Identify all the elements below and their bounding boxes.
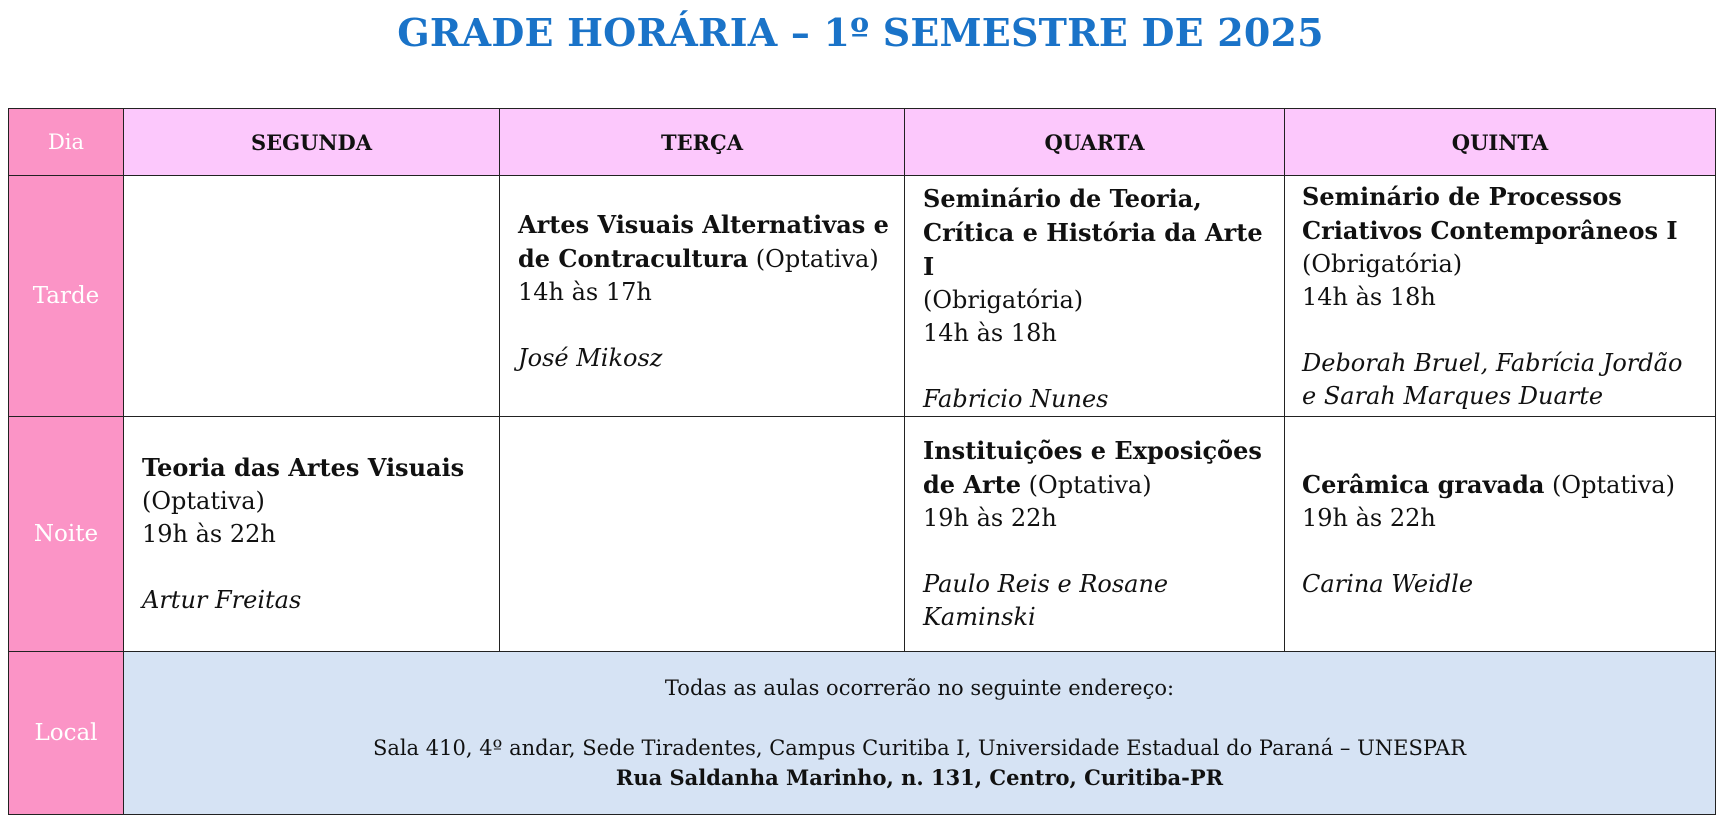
course-type: (Obrigatória) bbox=[923, 286, 1084, 314]
page-title: GRADE HORÁRIA – 1º SEMESTRE DE 2025 bbox=[397, 10, 1324, 55]
course-type: (Optativa) bbox=[1028, 471, 1152, 499]
local-room: Sala 410, 4º andar, Sede Tiradentes, Campus Curitiba I, Universidade Estadual do Paraná – UNESPAR bbox=[372, 736, 1467, 760]
course-title: Instituições e Exposições de Arte bbox=[923, 436, 1262, 499]
cell-noite-terca bbox=[500, 417, 905, 652]
cell-noite-quinta bbox=[1285, 417, 1716, 652]
cell-tarde-quinta bbox=[1285, 176, 1716, 417]
course-title: Cerâmica gravada bbox=[1302, 469, 1545, 499]
cell-tarde-quarta bbox=[905, 176, 1285, 417]
header-quarta: QUARTA bbox=[905, 109, 1285, 176]
course-professor: Deborah Bruel, Fabrícia Jordão e Sarah Marques Duarte bbox=[1302, 348, 1683, 410]
row-noite bbox=[9, 417, 1716, 652]
course-time: 19h às 22h bbox=[142, 520, 276, 548]
course-type: (Optativa) bbox=[755, 244, 879, 273]
course-time: 19h às 22h bbox=[923, 504, 1057, 532]
course-time: 14h às 17h bbox=[518, 277, 652, 306]
course-time: 14h às 18h bbox=[1302, 282, 1436, 311]
course-professor: Fabricio Nunes bbox=[923, 385, 1109, 413]
local-address bbox=[124, 652, 1716, 815]
course-professor: Carina Weidle bbox=[1302, 569, 1474, 598]
course-professor: Paulo Reis e Rosane Kaminski bbox=[923, 570, 1169, 631]
course-professor: Artur Freitas bbox=[142, 586, 302, 614]
row-tarde bbox=[9, 176, 1716, 417]
cell-tarde-terca bbox=[500, 176, 905, 417]
cell-tarde-segunda bbox=[124, 176, 500, 417]
course-title: Seminário de Teoria, Crítica e História da Arte I bbox=[923, 184, 1263, 281]
row-local bbox=[9, 652, 1716, 815]
schedule-table bbox=[8, 108, 1716, 815]
row-label-local: Local bbox=[9, 652, 124, 815]
header-dia: Dia bbox=[9, 109, 124, 176]
local-street: Rua Saldanha Marinho, n. 131, Centro, Curitiba-PR bbox=[615, 765, 1224, 790]
cell-noite-segunda bbox=[124, 417, 500, 652]
course-type: (Obrigatória) bbox=[1302, 249, 1463, 278]
course-type: (Optativa) bbox=[1552, 470, 1675, 499]
cell-noite-quarta bbox=[905, 417, 1285, 652]
local-intro: Todas as aulas ocorrerão no seguinte endereço: bbox=[664, 676, 1175, 700]
header-row bbox=[9, 109, 1716, 176]
course-title: Teoria das Artes Visuais bbox=[142, 453, 465, 482]
course-title: Artes Visuais Alternativas e de Contracultura bbox=[518, 209, 889, 273]
course-title: Seminário de Processos Criativos Contemporâneos I bbox=[1302, 181, 1678, 245]
row-label-tarde: Tarde bbox=[9, 176, 124, 417]
course-time: 14h às 18h bbox=[923, 319, 1057, 347]
row-label-noite: Noite bbox=[9, 417, 124, 652]
header-terca: TERÇA bbox=[500, 109, 905, 176]
course-type: (Optativa) bbox=[142, 487, 265, 515]
header-quinta: QUINTA bbox=[1285, 109, 1716, 176]
course-professor: José Mikosz bbox=[518, 343, 663, 372]
course-time: 19h às 22h bbox=[1302, 503, 1436, 532]
header-segunda: SEGUNDA bbox=[124, 109, 500, 176]
